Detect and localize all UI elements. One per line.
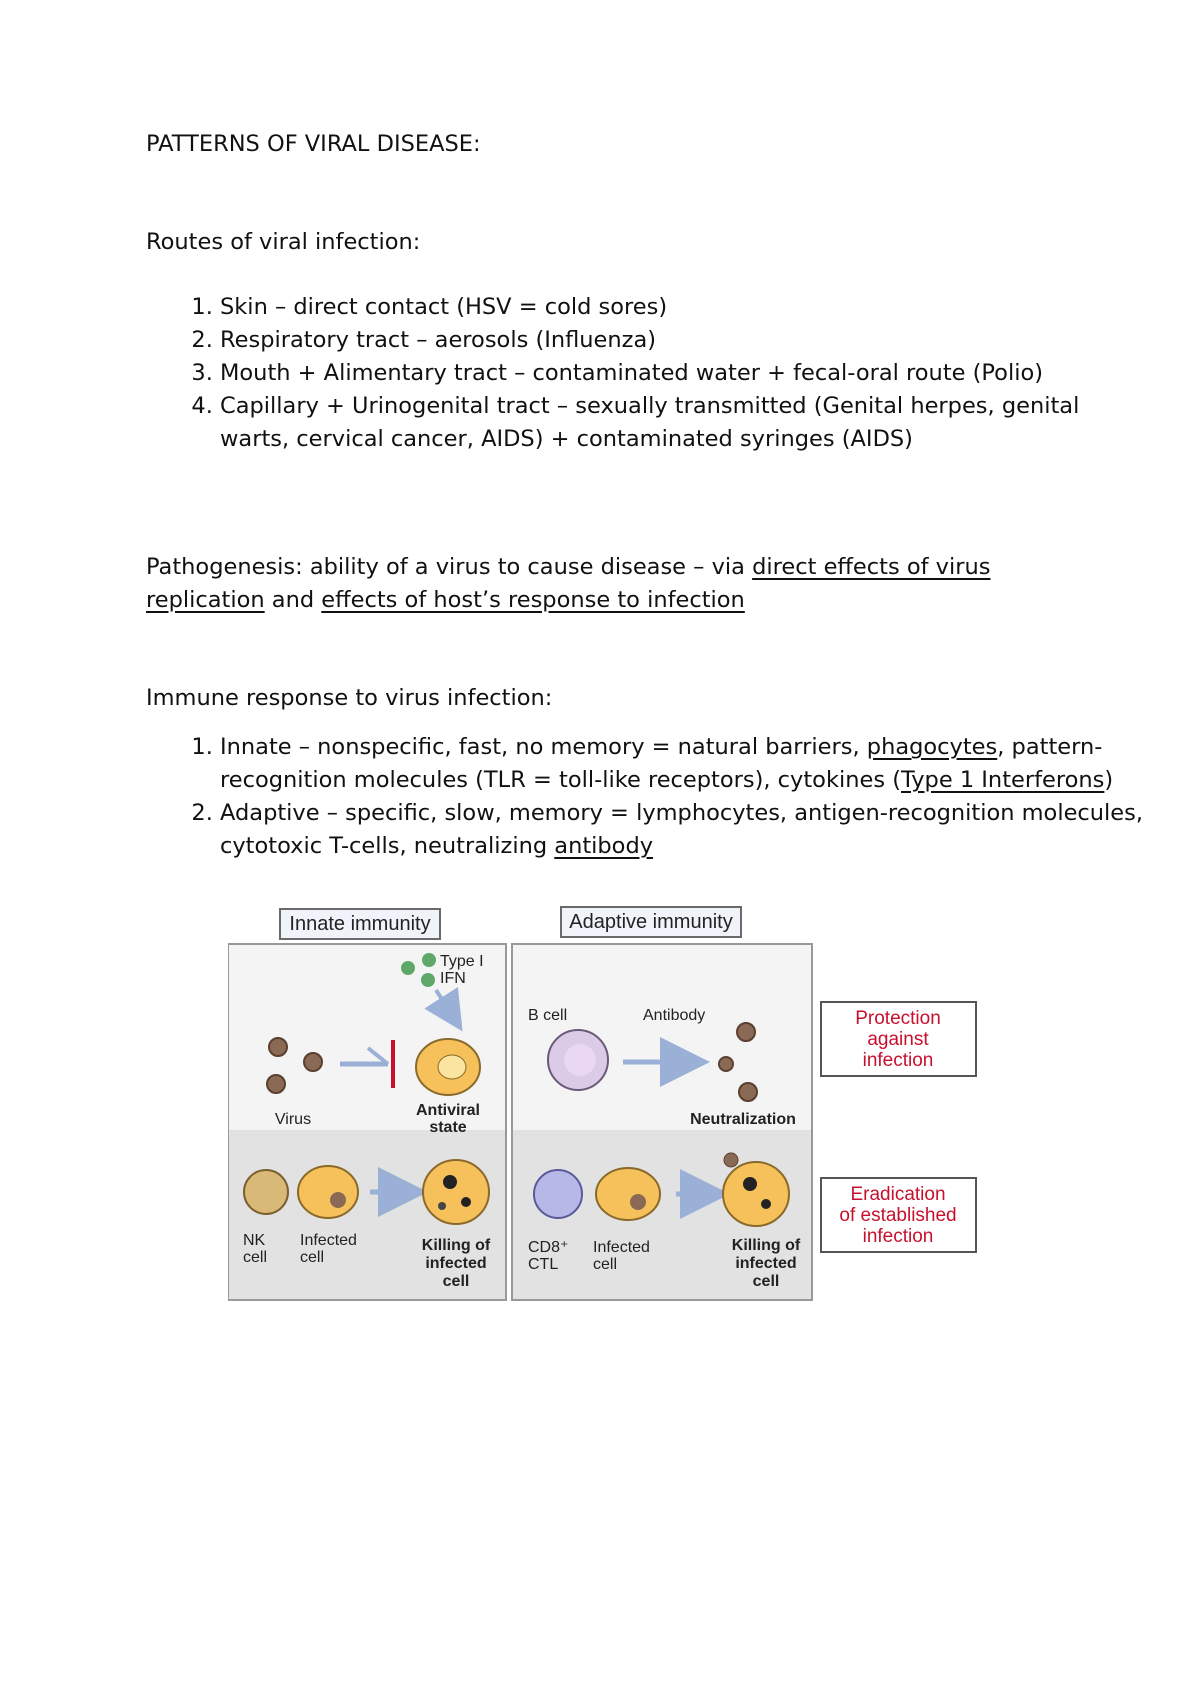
infected-cell: [596, 1168, 660, 1220]
killing-infected-label: infected: [735, 1255, 797, 1272]
killing-label: Killing of: [421, 1237, 491, 1254]
killing-infected-label: infected: [425, 1255, 487, 1272]
nk-cell-label: cell: [243, 1249, 268, 1266]
virus-particle: [719, 1057, 733, 1071]
adaptive-underline-antibody: antibody: [554, 833, 654, 859]
apoptotic-body: [461, 1197, 471, 1207]
list-item: 2. Respiratory tract – aerosols (Influenza): [220, 324, 1150, 357]
virus-particle: [269, 1038, 287, 1056]
infected-label: Infected: [593, 1239, 650, 1256]
ifn-dot: [421, 973, 435, 987]
adaptive-title: Adaptive immunity: [569, 911, 733, 933]
virus-label: Virus: [274, 1111, 312, 1128]
list-item: 3. Mouth + Alimentary tract – contaminated water + fecal-oral route (Polio): [220, 357, 1150, 390]
innate-text-b: , pattern-recognition molecules (TLR = toll-like receptors), cytokines (: [220, 734, 1103, 793]
antiviral-label: Antiviral: [415, 1102, 481, 1119]
b-cell-label: B cell: [528, 1007, 568, 1024]
ctl-label: CTL: [528, 1256, 559, 1273]
routes-list: [146, 291, 1150, 456]
innate-title: Innate immunity: [289, 913, 431, 935]
virus-particle: [330, 1192, 346, 1208]
innate-text-c: ): [1104, 767, 1114, 793]
eradication-label: Eradication: [850, 1184, 946, 1205]
infection-label: infection: [862, 1050, 934, 1071]
antibody-label: Antibody: [643, 1007, 706, 1024]
nk-cell: [244, 1170, 288, 1214]
infected-label: Infected: [300, 1232, 357, 1249]
virus-particle: [737, 1023, 755, 1041]
apoptotic-body: [743, 1177, 757, 1191]
apoptotic-body: [761, 1199, 771, 1209]
ifn-dot: [401, 961, 415, 975]
established-label: of established: [839, 1205, 957, 1226]
immunity-figure: [228, 902, 988, 1302]
pathogenesis-underline-1: direct effects of virus replication: [146, 554, 991, 613]
ifn-dot: [422, 953, 436, 967]
ifn-label: IFN: [440, 970, 466, 987]
nk-label: NK: [243, 1232, 266, 1249]
dying-cell: [723, 1162, 789, 1226]
innate-underline-phagocytes: phagocytes: [866, 734, 998, 760]
cell-nucleus: [438, 1055, 466, 1079]
apoptotic-body: [438, 1202, 446, 1210]
killing-label: Killing of: [731, 1237, 801, 1254]
virus-particle: [724, 1153, 738, 1167]
dying-cell: [423, 1160, 489, 1224]
virus-particle: [267, 1075, 285, 1093]
infected-cell-label: cell: [593, 1256, 618, 1273]
state-label: state: [429, 1119, 467, 1136]
apoptotic-body: [443, 1175, 457, 1189]
neutralization-label: Neutralization: [690, 1111, 796, 1128]
list-item: 4. Capillary + Urinogenital tract – sexually transmitted (Genital herpes, genital warts, cervical cancer, AIDS) + contaminated syringes (AIDS): [220, 390, 1150, 456]
virus-particle: [304, 1053, 322, 1071]
b-cell-nucleus: [564, 1044, 596, 1076]
infection-label: infection: [862, 1226, 934, 1247]
pathogenesis-paragraph: [146, 551, 1076, 617]
protection-label: Protection: [855, 1008, 941, 1029]
killing-cell-label: cell: [752, 1273, 780, 1290]
virus-particle: [739, 1083, 757, 1101]
type1-label: Type I: [440, 953, 484, 970]
killing-cell-label: cell: [442, 1273, 470, 1290]
pathogenesis-lead: Pathogenesis: ability of a virus to cause disease – via: [146, 554, 753, 580]
pathogenesis-underline-2: effects of host’s response to infection: [321, 587, 745, 613]
innate-text-a: Innate – nonspecific, fast, no memory = natural barriers,: [220, 734, 867, 760]
adaptive-text-a: Adaptive – specific, slow, memory = lymphocytes, antigen-recognition molecules, cytotoxic T-cells, neutralizing: [220, 800, 1144, 859]
list-item-innate: [220, 731, 1150, 797]
pathogenesis-mid: and: [264, 587, 322, 613]
virus-particle: [630, 1194, 646, 1210]
cd8-ctl-cell: [534, 1170, 582, 1218]
list-item: 1. Skin – direct contact (HSV = cold sores): [220, 291, 1150, 324]
innate-underline-interferons: Type 1 Interferons: [901, 767, 1105, 793]
routes-heading: Routes of viral infection:: [146, 229, 421, 255]
page-title: PATTERNS OF VIRAL DISEASE:: [146, 131, 481, 157]
immune-list: [146, 731, 1150, 863]
list-item-adaptive: [220, 797, 1150, 863]
infected-cell: [298, 1166, 358, 1218]
cd8-label: CD8⁺: [528, 1239, 569, 1256]
immune-heading: Immune response to virus infection:: [146, 685, 553, 711]
against-label: against: [867, 1029, 929, 1050]
infected-cell-label: cell: [300, 1249, 325, 1266]
